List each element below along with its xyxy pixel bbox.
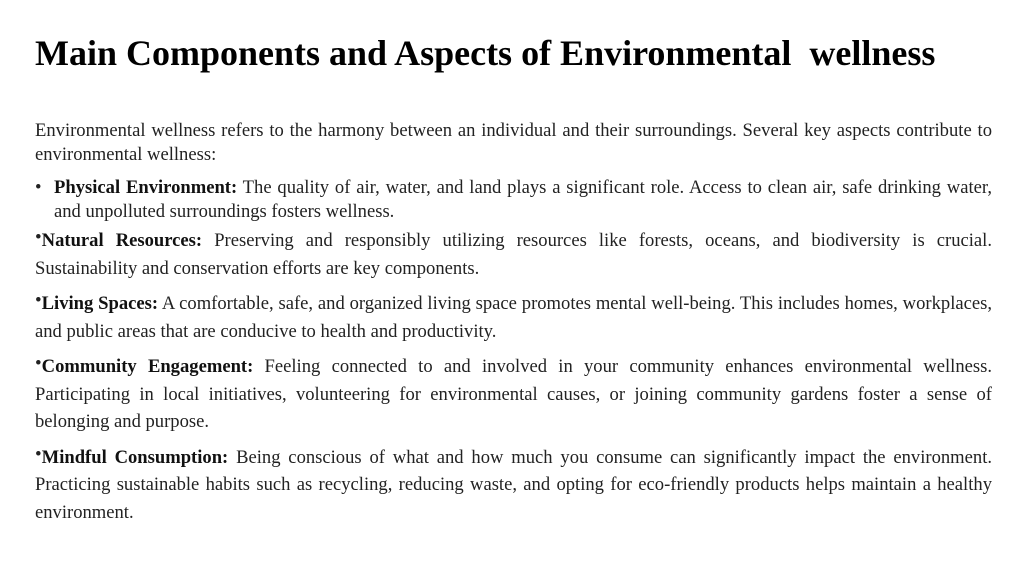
- slide-title: Main Components and Aspects of Environmental wellness: [35, 33, 936, 73]
- bullet-label: Physical Environment:: [54, 177, 238, 198]
- bullet-label: Community Engagement:: [41, 356, 254, 377]
- bullet-icon: •: [35, 443, 42, 465]
- bullet-text: Being conscious of what and how much you consume can significantly impact the environment. Practicing sustainable habits such as recycling, reducing waste, and opting for eco-friendly products helps maintain a healthy environment.: [35, 446, 993, 523]
- intro-paragraph: Environmental wellness refers to the harmony between an individual and their surroundings. Several key aspects contribute to environmental wellness:: [35, 120, 992, 165]
- bullet-label: Mindful Consumption:: [41, 446, 229, 468]
- bullet-physical-environment: [35, 176, 992, 224]
- bullet-icon: •: [35, 353, 42, 374]
- bullet-icon: •: [35, 290, 42, 311]
- bullet-text: The quality of air, water, and land plays a significant role. Access to clean air, safe drinking water, and unpolluted surroundings fosters wellness.: [54, 177, 993, 222]
- bullet-label: Living Spaces:: [41, 293, 159, 314]
- bullet-icon: •: [35, 227, 42, 248]
- bullet-text: A comfortable, safe, and organized living space promotes mental well-being. This includes homes, workplaces, and public areas that are conducive to health and productivity.: [35, 293, 992, 342]
- bullet-icon: •: [35, 177, 42, 198]
- bullet-text: Preserving and responsibly utilizing resources like forests, oceans, and biodiversity is crucial. Sustainability and conservation efforts are key components.: [35, 230, 992, 279]
- slide-body: [35, 119, 992, 526]
- bullet-mindful-consumption: [35, 444, 992, 527]
- bullet-living-spaces: [35, 290, 992, 345]
- bullet-text: Feeling connected to and involved in your community enhances environmental wellness. Participating in local initiatives, volunteering for environmental causes, or joining community gardens foster a sense of belonging and purpose.: [35, 356, 992, 432]
- bullet-community-engagement: [35, 353, 992, 436]
- bullet-label: Natural Resources:: [41, 230, 203, 251]
- bullet-natural-resources: [35, 227, 992, 282]
